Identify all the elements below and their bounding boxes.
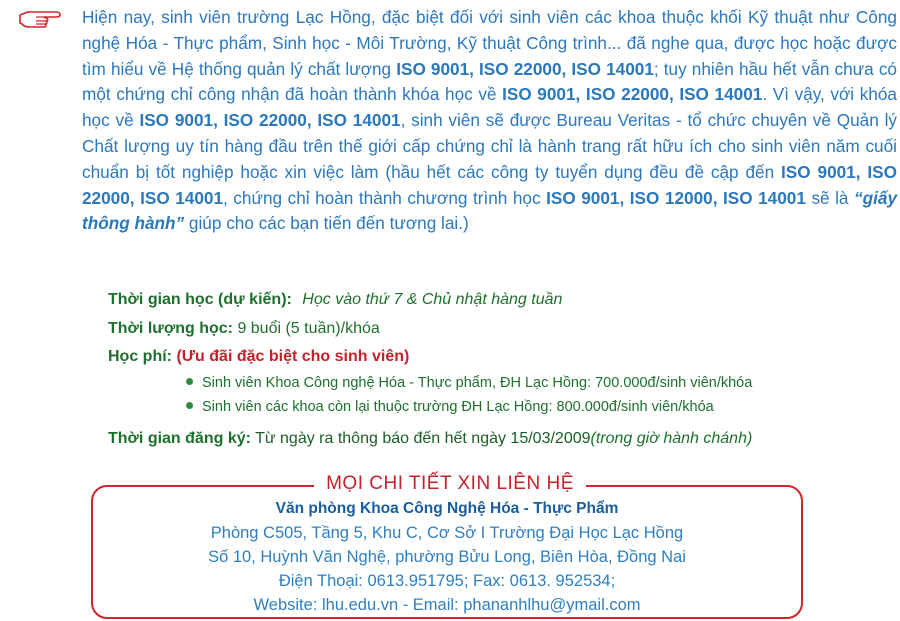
duration-label: Thời lượng học: — [108, 320, 233, 337]
registration-note: (trong giờ hành chánh) — [590, 430, 753, 447]
intro-paragraph — [82, 5, 897, 237]
iso-highlight: ISO 9001, ISO 22000, ISO 14001 — [502, 84, 763, 105]
bullet-dot-icon — [186, 378, 193, 385]
office-name: Văn phòng Khoa Công Nghệ Hóa - Thực Phẩm — [275, 500, 619, 517]
fee-note: (Ưu đãi đặc biệt cho sinh viên) — [176, 348, 410, 365]
schedule-label: Thời gian học (dự kiến): — [108, 291, 292, 308]
iso-highlight: ISO 9001, ISO 12000, ISO 14001 — [546, 187, 806, 208]
bullet-dot-icon — [186, 402, 193, 409]
duration-row — [108, 320, 380, 338]
fee-item — [186, 375, 752, 391]
passport-quote: “giấy thông hành” — [82, 187, 898, 234]
contact-title-text: MỌI CHI TIẾT XIN LIÊN HỆ — [314, 473, 586, 494]
fee-row — [108, 348, 409, 366]
fee-label: Học phí: — [108, 348, 172, 365]
fee-item-text: Sinh viên Khoa Công nghệ Hóa - Thực phẩm, ĐH Lạc Hồng: 700.000đ/sinh viên/khóa — [202, 375, 753, 391]
intro-text: , chứng chỉ hoàn thành chương trình học — [223, 187, 547, 208]
schedule-value: Học vào thứ 7 & Chủ nhật hàng tuần — [302, 291, 563, 308]
registration-row — [108, 430, 752, 448]
iso-highlight: ISO 9001, ISO 22000, ISO 14001 — [139, 110, 401, 131]
fee-item — [186, 399, 714, 415]
intro-text: Hiện nay, sinh viên trường Lạc Hồng, đặc biệt đối với sinh viên các khoa thuộc khối Kỹ thuật như Công nghệ Hóa - Thực phẩm, Sinh học - Môi Trường, Kỹ thuật Công trình... đã nghe qua, được học hoặc được tìm hiểu về Hệ thống quản lý chất lượng — [82, 7, 897, 79]
web-email-line: Website: lhu.edu.vn - Email: phananhlhu@ymail.com — [253, 596, 641, 614]
pointing-hand-icon — [18, 8, 62, 30]
schedule-row — [108, 291, 562, 309]
intro-text: , sinh viên sẽ được Bureau Veritas - tổ chức chuyên về Quản lý Chất lượng uy tín hàng đầu trên thế giới cấp chứng chỉ là hành trang rất hữu ích cho sinh viên năm cuối chuẩn bị tốt nghiệp hoặc xin việc làm (hầu hết các công ty tuyển dụng đều đề cập đến — [82, 110, 897, 182]
address-line: Phòng C505, Tầng 5, Khu C, Cơ Sở I Trường Đại Học Lạc Hồng — [210, 524, 684, 542]
duration-value: 9 buổi (5 tuần)/khóa — [237, 320, 380, 337]
address-line: Số 10, Huỳnh Văn Nghệ, phường Bửu Long, Biên Hòa, Đồng Nai — [208, 548, 686, 566]
intro-text: sẽ là — [805, 187, 855, 208]
contact-title — [0, 473, 900, 495]
intro-text: ; tuy nhiên hầu hết vẫn chưa có một chứng chỉ công nhận đã hoàn thành khóa học về — [82, 58, 897, 105]
iso-highlight: ISO 9001, ISO 22000, ISO 14001 — [396, 58, 654, 79]
fee-item-text: Sinh viên các khoa còn lại thuộc trường ĐH Lạc Hồng: 800.000đ/sinh viên/khóa — [202, 399, 714, 415]
intro-text: . Vì vậy, với khóa học về — [82, 84, 897, 131]
registration-label: Thời gian đăng ký: — [108, 430, 251, 447]
iso-highlight: ISO 9001, ISO 22000, ISO 14001 — [82, 161, 897, 208]
registration-value: Từ ngày ra thông báo đến hết ngày 15/03/2009 — [255, 430, 591, 447]
phone-line: Điện Thoại: 0613.951795; Fax: 0613. 952534; — [278, 572, 616, 590]
intro-text: giúp cho các bạn tiến đến tương lai.) — [184, 213, 469, 234]
